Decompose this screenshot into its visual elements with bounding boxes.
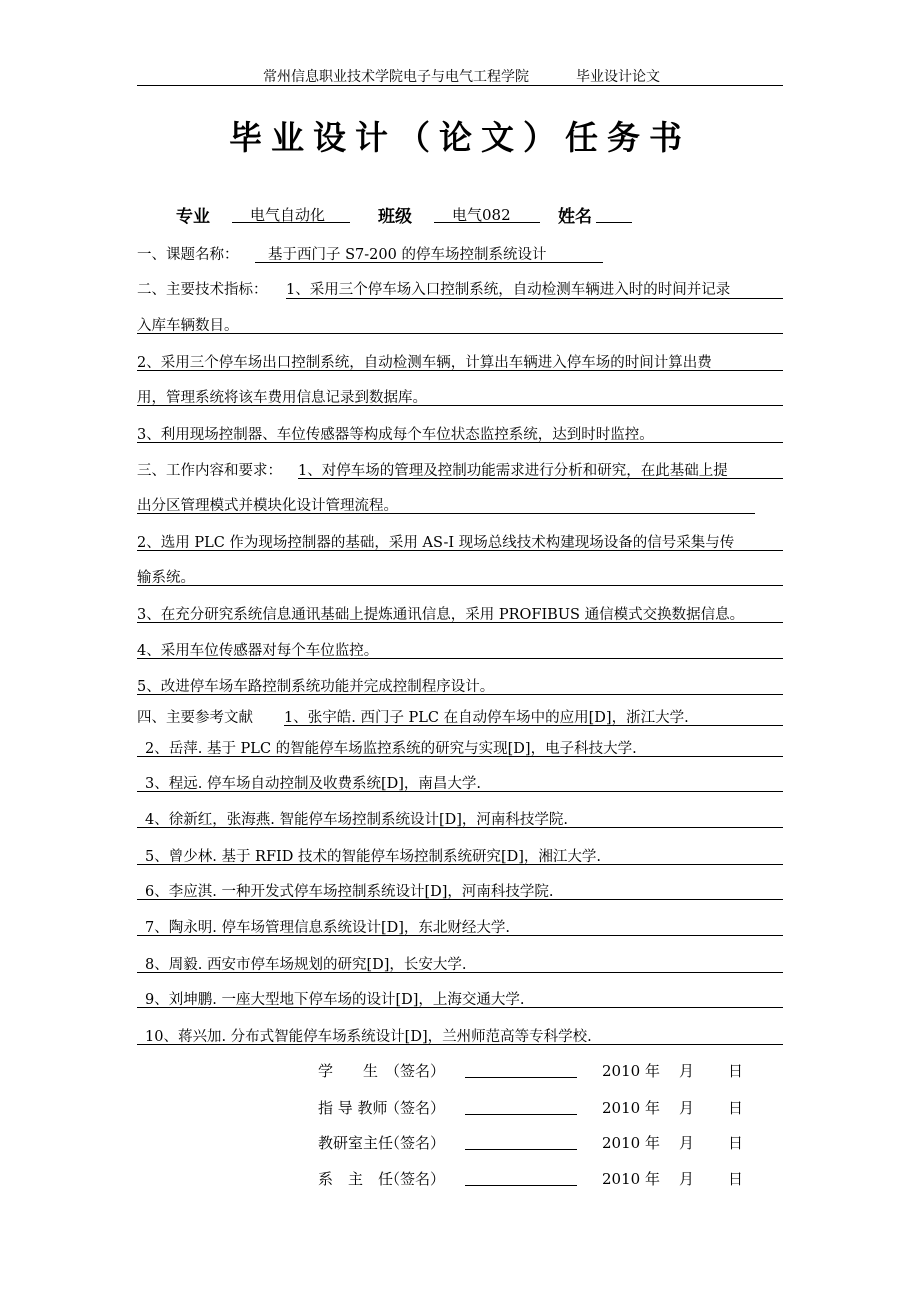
indicator-line: 3、利用现场控制器、车位传感器等构成每个车位状态监控系统，达到时时监控。 (137, 427, 654, 443)
signature-year: 2010 年 (602, 1170, 660, 1188)
work-line: 4、采用车位传感器对每个车位监控。 (137, 643, 379, 659)
line-rule (137, 791, 783, 792)
work-line: 1、对停车场的管理及控制功能需求进行分析和研究，在此基础上提 (298, 463, 728, 479)
page-title: 毕业设计（论文）任务书 (229, 118, 691, 157)
signature-month: 月 (679, 1099, 695, 1117)
line-rule (137, 1044, 783, 1045)
reference-item: 4、徐新红，张海燕. 智能停车场控制系统设计[D]，河南科技学院. (145, 812, 568, 828)
major-label: 专业 (176, 207, 210, 227)
signature-year: 2010 年 (602, 1099, 660, 1117)
reference-item: 10、蒋兴加. 分布式智能停车场系统设计[D]，兰州师范高等专科学校. (145, 1029, 592, 1045)
signature-month: 月 (679, 1062, 695, 1080)
line-rule (137, 864, 783, 865)
signature-suffix: （签名） (385, 1099, 446, 1117)
work-line: 2、选用 PLC 作为现场控制器的基础，采用 AS-I 现场总线技术构建现场设备的信号采集与传 (137, 535, 735, 551)
signature-year: 2010 年 (602, 1134, 660, 1152)
topic-label: 一、课题名称： (137, 247, 239, 263)
class-label: 班级 (378, 207, 412, 227)
indicator-line: 入库车辆数目。 (137, 318, 239, 334)
class-value: 电气082 (452, 206, 511, 224)
line-rule (137, 935, 783, 936)
signature-role-dept-head: 系 主 任 (318, 1170, 394, 1188)
work-line: 出分区管理模式并模块化设计管理流程。 (137, 498, 398, 514)
line-rule (284, 725, 783, 726)
header-rule (137, 85, 783, 86)
topic-underline (255, 262, 603, 263)
work-label: 三、工作内容和要求： (137, 463, 282, 479)
reference-item: 2、岳萍. 基于 PLC 的智能停车场监控系统的研究与实现[D]，电子科技大学. (145, 741, 637, 757)
reference-item: 8、周毅. 西安市停车场规划的研究[D]，长安大学. (145, 957, 467, 973)
line-rule (137, 1007, 783, 1008)
work-line: 3、在充分研究系统信息通讯基础上提炼通讯信息，采用 PROFIBUS 通信模式交换数据信息。 (137, 607, 745, 623)
line-rule (137, 585, 783, 586)
major-value: 电气自动化 (250, 206, 326, 224)
name-underline (596, 222, 632, 223)
line-rule (137, 333, 783, 334)
signature-day: 日 (728, 1099, 744, 1117)
signature-blank[interactable] (465, 1149, 577, 1150)
signature-blank[interactable] (465, 1185, 577, 1186)
class-underline (434, 222, 540, 223)
references-label: 四、主要参考文献 (137, 710, 253, 726)
signature-day: 日 (728, 1134, 744, 1152)
line-rule (137, 827, 783, 828)
line-rule (137, 658, 783, 659)
signature-year: 2010 年 (602, 1062, 660, 1080)
line-rule (137, 756, 783, 757)
indicator-line: 用，管理系统将该车费用信息记录到数据库。 (137, 390, 427, 406)
signature-day: 日 (728, 1062, 744, 1080)
signature-day: 日 (728, 1170, 744, 1188)
reference-item: 9、刘坤鹏. 一座大型地下停车场的设计[D]，上海交通大学. (145, 992, 525, 1008)
header-doc-type: 毕业设计论文 (576, 69, 660, 85)
signature-suffix: （签名） (385, 1062, 446, 1080)
name-label: 姓名 (558, 207, 592, 227)
line-rule (286, 298, 783, 299)
reference-item: 6、李应淇. 一种开发式停车场控制系统设计[D]，河南科技学院. (145, 884, 554, 900)
signature-suffix: （签名） (385, 1134, 446, 1152)
indicator-line: 1、采用三个停车场入口控制系统，自动检测车辆进入时的时间并记录 (286, 282, 731, 298)
major-underline (232, 222, 350, 223)
signature-blank[interactable] (465, 1077, 577, 1078)
indicators-label: 二、主要技术指标： (137, 282, 268, 298)
line-rule (137, 550, 783, 551)
reference-item: 7、陶永明. 停车场管理信息系统设计[D]，东北财经大学. (145, 920, 510, 936)
reference-item: 3、程远. 停车场自动控制及收费系统[D]，南昌大学. (145, 776, 481, 792)
line-rule (137, 622, 783, 623)
line-rule (137, 370, 783, 371)
line-rule (137, 513, 755, 514)
work-line: 输系统。 (137, 570, 195, 586)
signature-month: 月 (679, 1134, 695, 1152)
work-line: 5、改进停车场车路控制系统功能并完成控制程序设计。 (137, 679, 495, 695)
signature-month: 月 (679, 1170, 695, 1188)
reference-item: 5、曾少林. 基于 RFID 技术的智能停车场控制系统研究[D]，湘江大学. (145, 849, 602, 865)
reference-item: 1、张宇皓. 西门子 PLC 在自动停车场中的应用[D]，浙江大学. (284, 710, 689, 726)
topic-value: 基于西门子 S7-200 的停车场控制系统设计 (268, 247, 547, 263)
line-rule (137, 405, 783, 406)
signature-suffix: （签名） (385, 1170, 446, 1188)
line-rule (137, 694, 783, 695)
signature-blank[interactable] (465, 1114, 577, 1115)
header-institution: 常州信息职业技术学院电子与电气工程学院 (263, 69, 529, 85)
indicator-line: 2、采用三个停车场出口控制系统，自动检测车辆，计算出车辆进入停车场的时间计算出费 (137, 355, 712, 371)
signature-role-office-head: 教研室主任 (318, 1134, 394, 1152)
line-rule (137, 899, 783, 900)
signature-role-advisor: 指 导 教师 (318, 1099, 388, 1117)
line-rule (298, 478, 783, 479)
line-rule (137, 972, 783, 973)
line-rule (137, 442, 783, 443)
signature-role-student: 学 生 (318, 1062, 379, 1080)
